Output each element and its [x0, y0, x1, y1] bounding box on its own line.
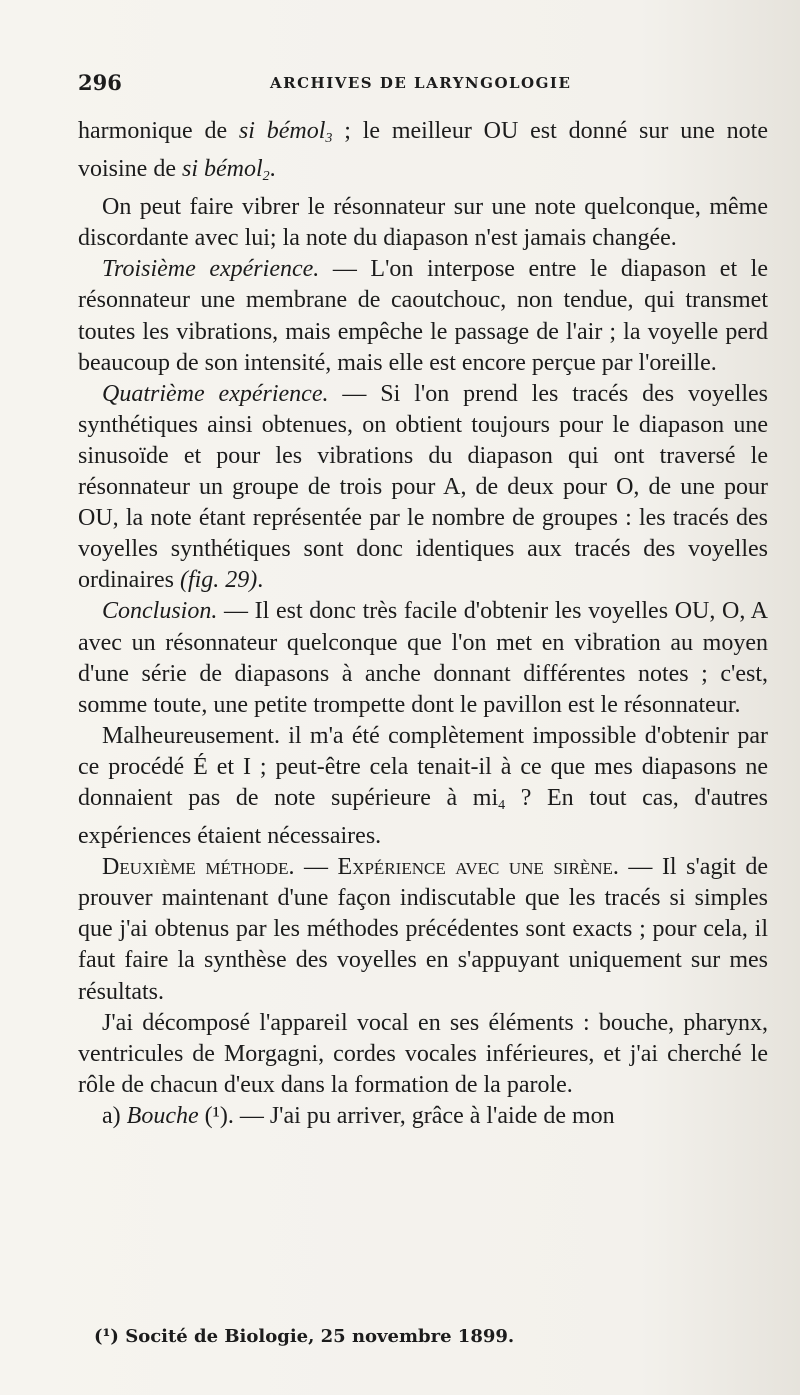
p5-title: Conclusion. [102, 598, 218, 625]
page-header [78, 68, 760, 98]
paragraph-4: Quatrième expérience. — Si l'on prend les tracés des voyelles synthétiques ainsi obtenues, on obtient toujours pour le diapason une sinusoïde et pour les vibrations du diapason qui ont traversé le résonnateur un groupe de trois pour A, de deux pour O, de une pour OU, la note étant représentée par le nombre de groupes : les tracés des voyelles synthétiques sont donc identiques aux tracés des voyelles ordinaires (fig. 29). [78, 380, 768, 594]
paragraph-2: On peut faire vibrer le résonnateur sur une note quelconque, même discordante avec lui; la note du diapason n'est jamais changée. [78, 194, 768, 252]
p1-note-si-bemol-2: si bémol$_2$ [181, 156, 270, 185]
paragraph-7 [78, 852, 768, 1007]
footnote [94, 1326, 514, 1347]
paragraph-5 [78, 596, 768, 720]
running-head: ARCHIVES DE LARYNGOLOGIE [270, 74, 572, 92]
p7-text: — Il s'agit de prouver maintenant d'une façon indiscutable que les tracés si simples que j'ai obtenus par les méthodes précédentes sont exacts ; pour cela, il faut faire la synthèse des voyelles en s'appuyant uniquement sur mes résultats. [78, 854, 768, 1005]
p4-text: — Si l'on prend les tracés des voyelles synthétiques ainsi obtenues, on obtient toujours pour le diapason une sinusoïde et pour les vibrations du diapason qui ont traversé le résonnateur un groupe de trois pour A, de deux pour O, de une pour OU, la note étant représentée par le nombre de groupes : les tracés des voyelles synthétiques sont donc identiques aux tracés des voyelles ordinaires [78, 380, 768, 594]
p7-title: Deuxième méthode. — Expérience avec une sirène. [102, 854, 619, 881]
p9-title: Bouche [126, 1102, 199, 1129]
p1-text-a: harmonique de [78, 118, 239, 144]
p6-text: Malheureusement. il m'a été complètement impossible d'obtenir par ce procédé É et I ; peut-être cela tenait-il à ce que mes diapasons ne donnaient pas de note supérieure à mi [78, 722, 768, 811]
p3-title: Troisième expérience. [102, 256, 320, 283]
paragraph-6: Malheureusement. il m'a été complètement impossible d'obtenir par ce procédé É et I ; peut-être cela tenait-il à ce que mes diapasons ne donnaient pas de note supérieure à $mi_4$ ? En tout cas, d'autres expériences étaient nécessaires. [78, 722, 768, 850]
paragraph-1: harmonique de si bémol$_3$ ; le meilleur OU est donné sur une note voisine de si bémol$_2$. [78, 118, 768, 185]
p9-text: . — J'ai pu arriver, grâce à l'aide de mon [227, 1102, 615, 1129]
p3-text: — L'on interpose entre le diapason et le résonnateur une membrane de caoutchouc, non tendue, qui transmet toutes les vibrations, mais empêche le passage de l'air ; la voyelle perd beaucoup de son intensité, mais elle est encore perçue par l'oreille. [78, 256, 768, 376]
paragraph-9: a) Bouche (¹). — J'ai pu arriver, grâce à l'aide de mon [102, 1102, 615, 1129]
p4-title: Quatrième expérience. [102, 380, 329, 407]
p1-text-c: ; le meilleur OU est donné sur une note voisine de [78, 118, 768, 183]
footnote-mark: (¹) [94, 1326, 119, 1347]
footnote-reference: (¹) [204, 1102, 228, 1129]
paragraph-3 [78, 254, 768, 378]
p5-text: — Il est donc très facile d'obtenir les voyelles OU, O, A avec un résonnateur quelconque que l'on met en vibration au moyen d'une série de diapasons à anche donnant différentes notes ; c'est, somme toute, une petite trompette dont le pavillon est le résonnateur. [78, 598, 768, 718]
figure-reference: (fig. 29) [179, 567, 258, 594]
body-text [78, 116, 768, 1132]
p1-note-si-bemol-3: si bémol$_3$ [238, 118, 333, 146]
page-number: 296 [78, 70, 122, 95]
paragraph-8: J'ai décomposé l'appareil vocal en ses éléments : bouche, pharynx, ventricules de Morgagni, cordes vocales inférieures, et j'ai cherché le rôle de chacun d'eux dans la formation de la parole. [78, 1009, 768, 1098]
footnote-text: Socité de Biologie, 25 novembre 1899. [118, 1326, 515, 1347]
